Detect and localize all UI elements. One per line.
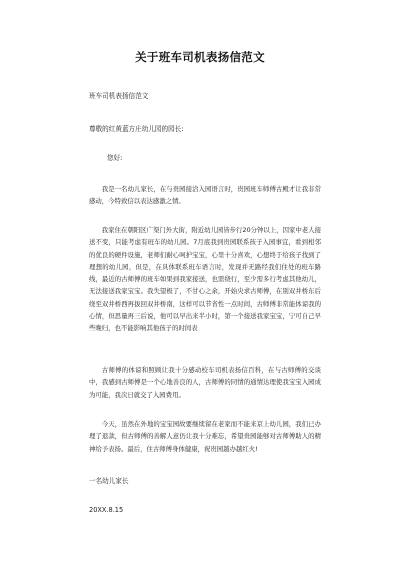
greeting: 您好:: [107, 154, 123, 162]
signature: 一名幼儿家长: [89, 477, 129, 485]
salutation: 尊敬的红黄蓝方庄幼儿园的园长:: [89, 125, 184, 133]
paragraph-closing: 今天，虽然在外地的宝宝园故要继续留在老家而不能来京上幼儿园，我们已办理了退款，但古师傅的善解人意仍让我十分难忘，希望贵园能够对古师傅助人的精神给予表扬。最后，住古师傅身体健康，祝贵园越办越红火!: [89, 420, 321, 453]
paragraph-intro: 我是一名幼儿家长，在与贵园接洽入园语言时，贵园班车师傅古殿才让我非常感动，今特致信以表达感激之情。: [89, 185, 321, 206]
paragraph-story: 我家住在朝阳区广渠门外大街，附近幼儿园皆步行20分钟以上，因家中老人接送不变，只能考虑有班车的幼儿园。7月底我到贵园联系孩子入园事宜，看到相邻的优良的硬件设施，老师们耐心呵护宝宝，心里十分喜欢，心想终于给孩子找到了理想的幼儿园，但是，在具体联系班车语言时，发现并无路经我们住处的班车路线，最近的古师傅的班车如果到我家接送，也需绕行，至少需多行考虑其他幼儿，无法接送我家宝宝。我失望极了，不甘心之余，开始央求古师傅，在别双井桥东后绕至双井桥西再拔回双井桥南，这样可以节省性一点时间，古师傅非常能体谅我的心情，但思量再三后说，他可以早出来半小时，第一个接送我家宝宝，宁可自己早些晚归，也不能影响其他孩子的时间表: [89, 226, 321, 333]
document-title: 关于班车司机表扬信范文: [135, 50, 265, 64]
date: 20XX.8.15: [89, 506, 124, 514]
paragraph-gratitude: 古师傅的体谅和照顾让我十分感动校车司机表扬信百科，在与古师傅的交谈中，我感到古师傅是一个心地善良的人，古师傅的同情的通情达理使我宝宝入园成为可能，我次日就交了入园费用。: [89, 366, 321, 399]
document-subtitle: 班车司机表扬信范文: [89, 92, 149, 100]
